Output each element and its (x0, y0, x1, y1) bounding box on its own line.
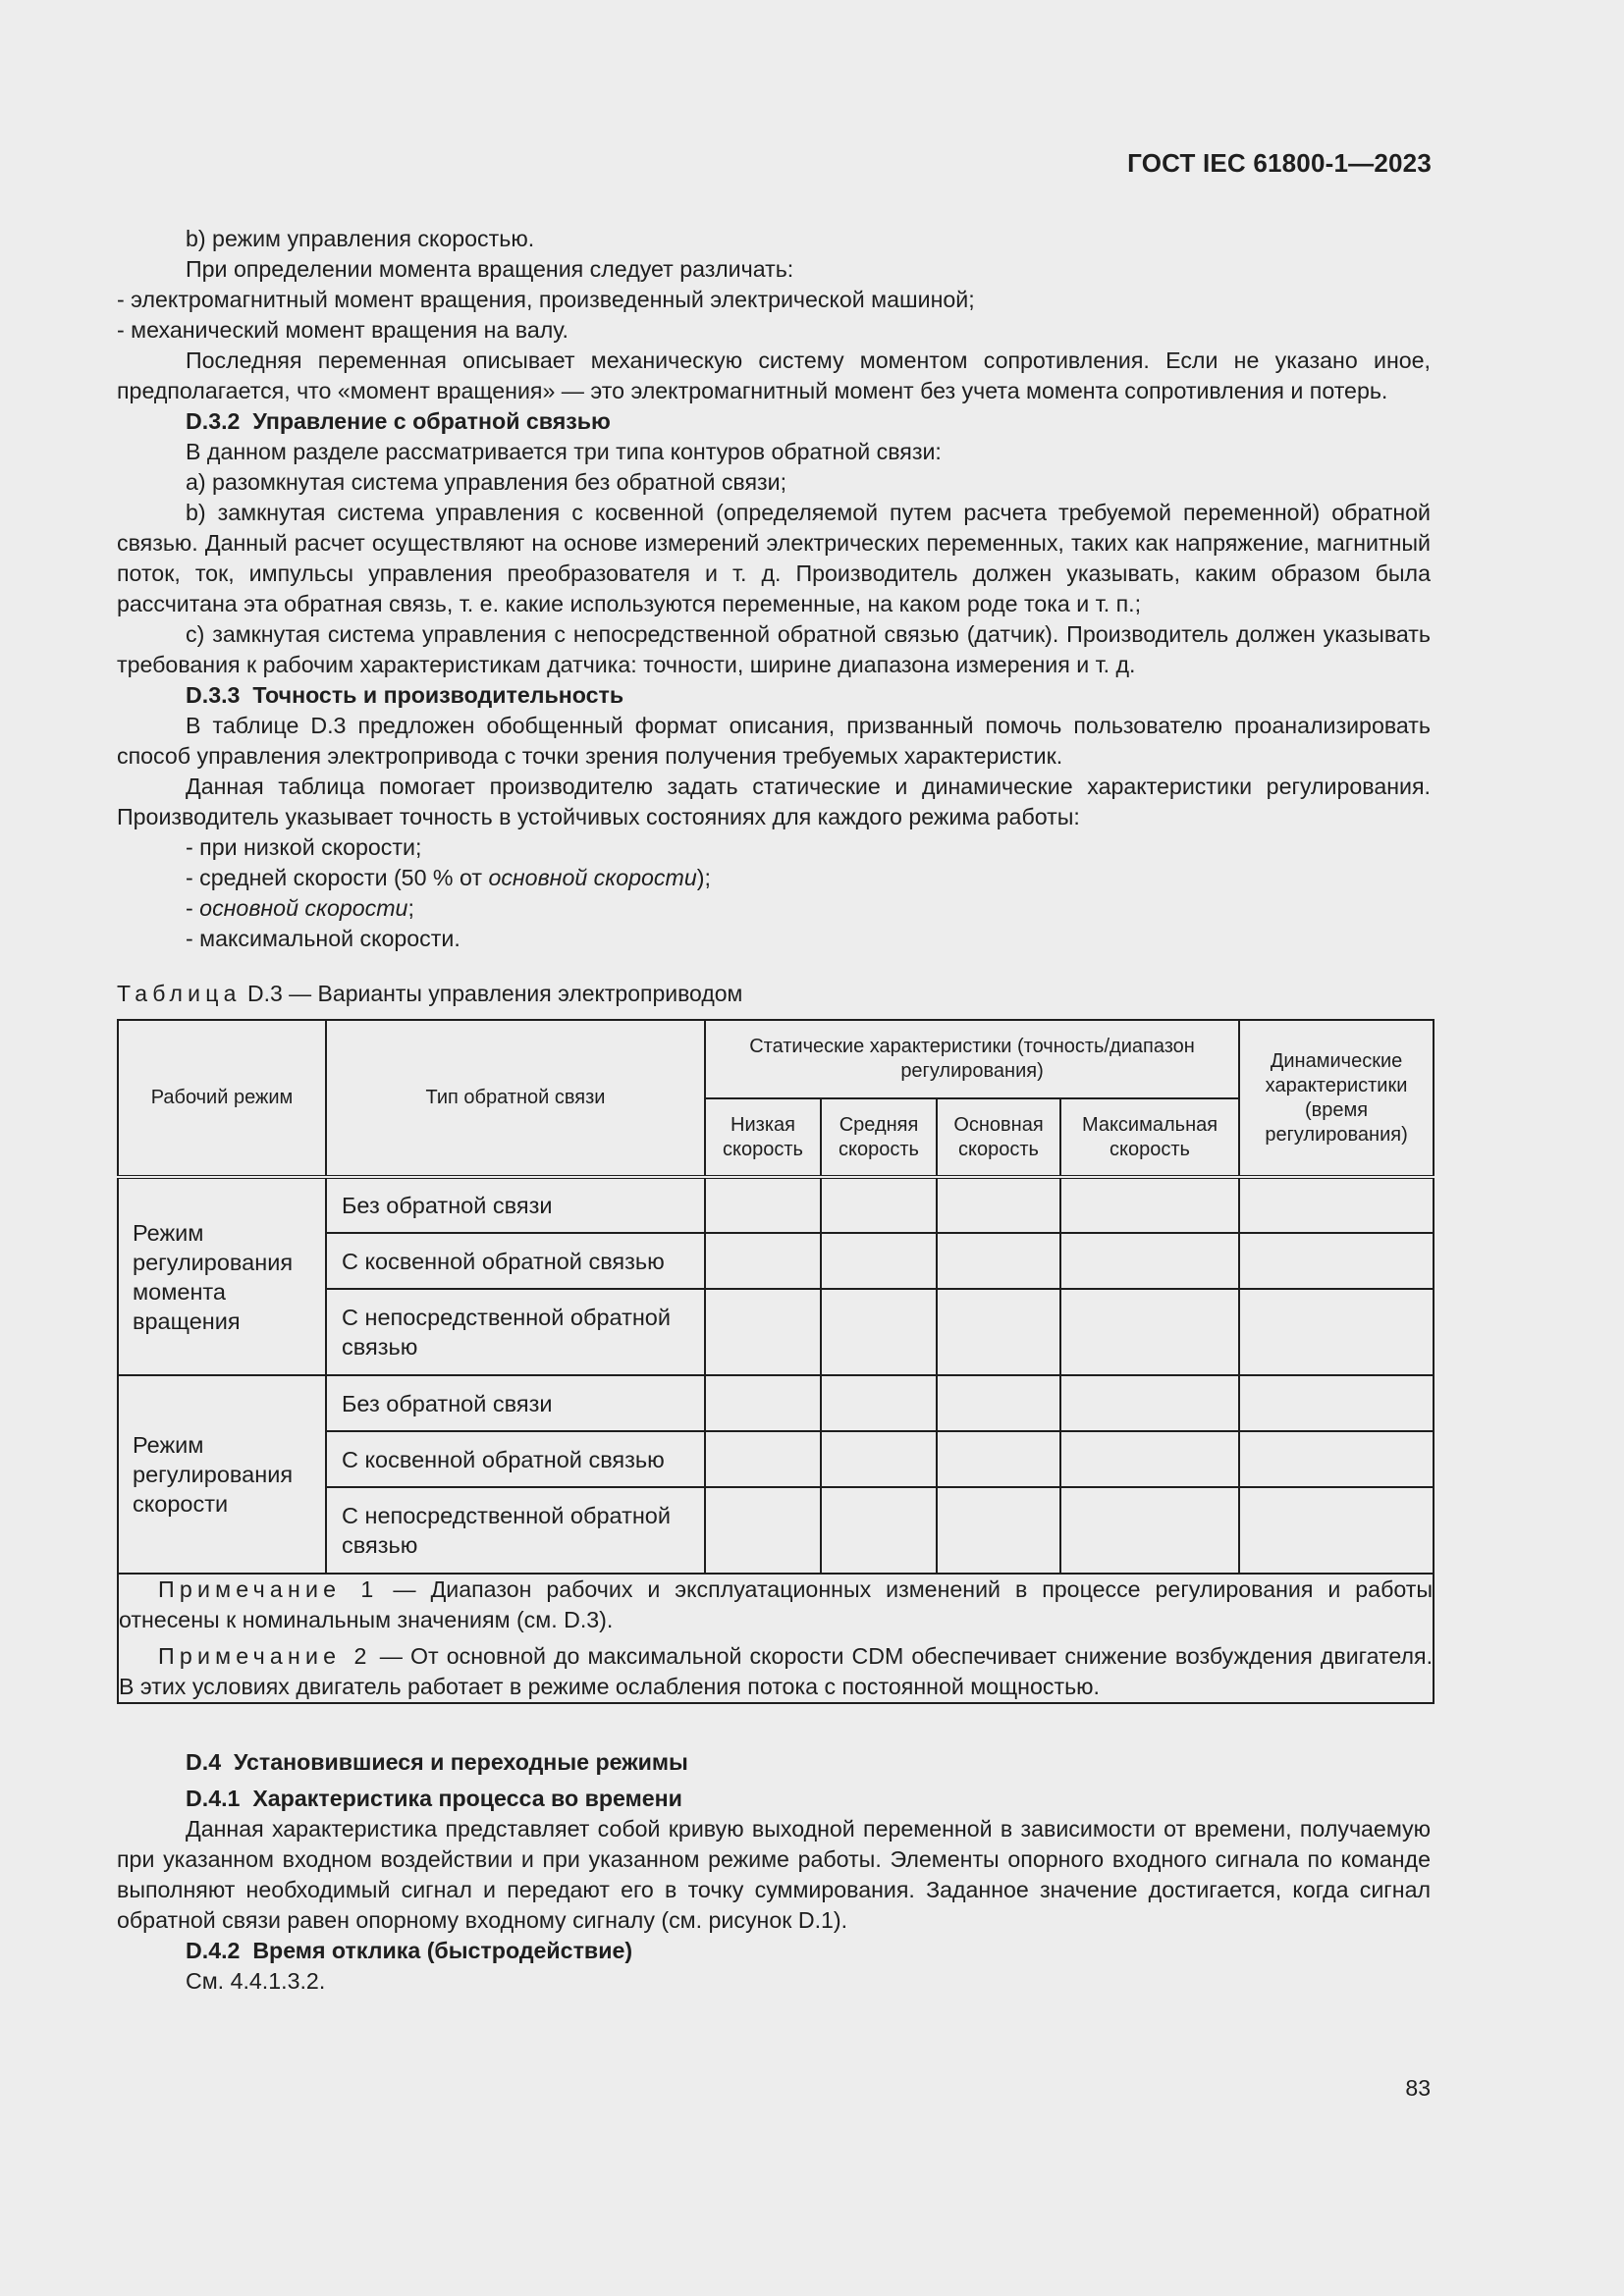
empty-cell (705, 1177, 821, 1233)
list-item-b-indirect: b) замкнутая система управления с косвенной (определяемой путем расчета требуемой переменной) обратной связью. Данный расчет осуществляют на основе измерений электрических переменных, таких как напряжение, магнитный поток, ток, импульсы управления преобразователя и т. д. Производитель должен указывать, каким образом была рассчитана эта обратная связь, т. е. какие используются переменные, на каком роде тока и т. п.; (117, 500, 1431, 616)
feedback-cell: Без обратной связи (326, 1177, 705, 1233)
table-note-1 (119, 1575, 1433, 1635)
empty-cell (821, 1487, 937, 1574)
table-header-row (118, 1020, 1434, 1098)
empty-cell (821, 1233, 937, 1289)
header-low-speed: Низкая скорость (705, 1098, 821, 1177)
table-row (118, 1375, 1434, 1431)
page-number: 83 (1405, 2075, 1431, 2101)
feedback-cell: Без обратной связи (326, 1375, 705, 1431)
empty-cell (1060, 1233, 1239, 1289)
paragraph-time-characteristic: Данная характеристика представляет собой кривую выходной переменной в зависимости от времени, получаемую при указанном входном воздействии и при указанном режиме работы. Элементы опорного входного сигнала по команде выполняют необходимый сигнал и передают его в точку суммирования. Заданное значение достигается, когда сигнал обратной связи равен опорному входному сигналу (см. рисунок D.1). (117, 1816, 1431, 1933)
header-max-speed: Максимальная скорость (1060, 1098, 1239, 1177)
italic-term: основной скорости (199, 895, 408, 921)
empty-cell (937, 1233, 1060, 1289)
feedback-cell: С косвенной обратной связью (326, 1233, 705, 1289)
paragraph-last-variable: Последняя переменная описывает механическую систему моментом сопротивления. Если не указано иное, предполагается, что «момент вращения» — это электромагнитный момент без учета момента сопротивления и потерь. (117, 347, 1431, 403)
feedback-cell: С непосредственной обратной связью (326, 1487, 705, 1574)
section-title: Характеристика процесса во времени (252, 1786, 682, 1811)
section-heading-d32 (117, 406, 1431, 437)
empty-cell (1239, 1233, 1434, 1289)
paragraph-table-purpose: Данная таблица помогает производителю задать статические и динамические характеристики регулирования. Производитель указывает точность в устойчивых состояниях для каждого режима работы: (117, 774, 1431, 829)
table-note-2 (119, 1641, 1433, 1702)
empty-cell (1239, 1177, 1434, 1233)
section-number: D.4.2 (186, 1938, 241, 1963)
empty-cell (1060, 1375, 1239, 1431)
table-row (118, 1177, 1434, 1233)
text-run: - (186, 895, 200, 921)
header-feedback-type: Тип обратной связи (326, 1020, 705, 1177)
text-run: ; (407, 895, 414, 921)
section-heading-d41 (117, 1784, 1431, 1814)
empty-cell (705, 1487, 821, 1574)
empty-cell (821, 1177, 937, 1233)
header-mid-speed: Средняя скорость (821, 1098, 937, 1177)
empty-cell (1239, 1289, 1434, 1375)
table-caption-word: Таблица (117, 981, 242, 1006)
section-heading-d42 (117, 1936, 1431, 1966)
empty-cell (1239, 1431, 1434, 1487)
feedback-cell: С непосредственной обратной связью (326, 1289, 705, 1375)
empty-cell (821, 1289, 937, 1375)
list-item-max-speed: - максимальной скорости. (186, 926, 460, 951)
empty-cell (1060, 1487, 1239, 1574)
italic-term: основной скорости (488, 865, 697, 890)
text-run: ); (696, 865, 711, 890)
section-title: Управление с обратной связью (252, 408, 611, 434)
list-item-em-torque: - электромагнитный момент вращения, произведенный электрической машиной; (117, 287, 975, 312)
section-title: Время отклика (быстродействие) (252, 1938, 633, 1963)
list-item-b-speed-mode: b) режим управления скоростью. (186, 226, 535, 251)
empty-cell (705, 1289, 821, 1375)
header-static: Статические характеристики (точность/диапазон регулирования) (705, 1020, 1239, 1098)
list-item-mid-speed (117, 863, 1431, 893)
empty-cell (937, 1177, 1060, 1233)
list-item-base-speed (117, 893, 1431, 924)
table-caption-text: D.3 — Варианты управления электроприводом (241, 981, 743, 1006)
list-item-c-direct: c) замкнутая система управления с непосредственной обратной связью (датчик). Производитель должен указывать требования к рабочим характеристикам датчика: точности, ширине диапазона измерения и т. д. (117, 621, 1431, 677)
list-item-shaft-torque: - механический момент вращения на валу. (117, 317, 569, 343)
paragraph-table-intro: В таблице D.3 предложен обобщенный формат описания, призванный помочь пользователю проанализировать способ управления электропривода с точки зрения получения требуемых характеристик. (117, 713, 1431, 769)
section-heading-d33 (117, 680, 1431, 711)
header-dynamic: Динамические характеристики (время регулирования) (1239, 1020, 1434, 1177)
empty-cell (937, 1375, 1060, 1431)
empty-cell (1239, 1375, 1434, 1431)
section-number: D.3.3 (186, 682, 241, 708)
empty-cell (821, 1431, 937, 1487)
page-content (117, 224, 1434, 1997)
empty-cell (937, 1289, 1060, 1375)
section-title: Установившиеся и переходные режимы (233, 1749, 688, 1775)
control-options-table (117, 1019, 1435, 1704)
section-heading-d4 (117, 1747, 1431, 1778)
table-caption (117, 979, 1431, 1009)
mode-cell: Режим регулирования скорости (118, 1375, 326, 1574)
paragraph-torque-intro: При определении момента вращения следует различать: (186, 256, 794, 282)
header-mode: Рабочий режим (118, 1020, 326, 1177)
empty-cell (821, 1375, 937, 1431)
empty-cell (1060, 1431, 1239, 1487)
note-text: — От основной до максимальной скорости CDM обеспечивает снижение возбуждения двигателя. В этих условиях двигатель работает в режиме ослабления потока с постоянной мощностью. (119, 1643, 1434, 1699)
empty-cell (937, 1431, 1060, 1487)
feedback-cell: С косвенной обратной связью (326, 1431, 705, 1487)
empty-cell (937, 1487, 1060, 1574)
empty-cell (705, 1233, 821, 1289)
paragraph-feedback-types: В данном разделе рассматривается три типа контуров обратной связи: (186, 439, 942, 464)
paragraph-see-reference: См. 4.4.1.3.2. (186, 1968, 326, 1994)
section-number: D.4 (186, 1749, 222, 1775)
empty-cell (705, 1375, 821, 1431)
list-item-low-speed: - при низкой скорости; (186, 834, 422, 860)
note-label: Примечание 2 (158, 1643, 372, 1669)
note-text: — Диапазон рабочих и эксплуатационных изменений в процессе регулирования и работы отнесены к номинальным значениям (см. D.3). (119, 1576, 1434, 1632)
section-number: D.4.1 (186, 1786, 241, 1811)
section-number: D.3.2 (186, 408, 241, 434)
text-run: - средней скорости (50 % от (186, 865, 489, 890)
empty-cell (705, 1431, 821, 1487)
note-label: Примечание 1 (158, 1576, 379, 1602)
document-code-header: ГОСТ IEC 61800-1—2023 (1127, 148, 1432, 178)
list-item-a-open-loop: a) разомкнутая система управления без обратной связи; (186, 469, 787, 495)
mode-cell: Режим регулирования момента вращения (118, 1177, 326, 1375)
header-base-speed: Основная скорость (937, 1098, 1060, 1177)
empty-cell (1060, 1289, 1239, 1375)
section-title: Точность и производительность (252, 682, 624, 708)
table-notes-row (118, 1574, 1434, 1703)
table-notes (118, 1574, 1434, 1703)
empty-cell (1239, 1487, 1434, 1574)
empty-cell (1060, 1177, 1239, 1233)
